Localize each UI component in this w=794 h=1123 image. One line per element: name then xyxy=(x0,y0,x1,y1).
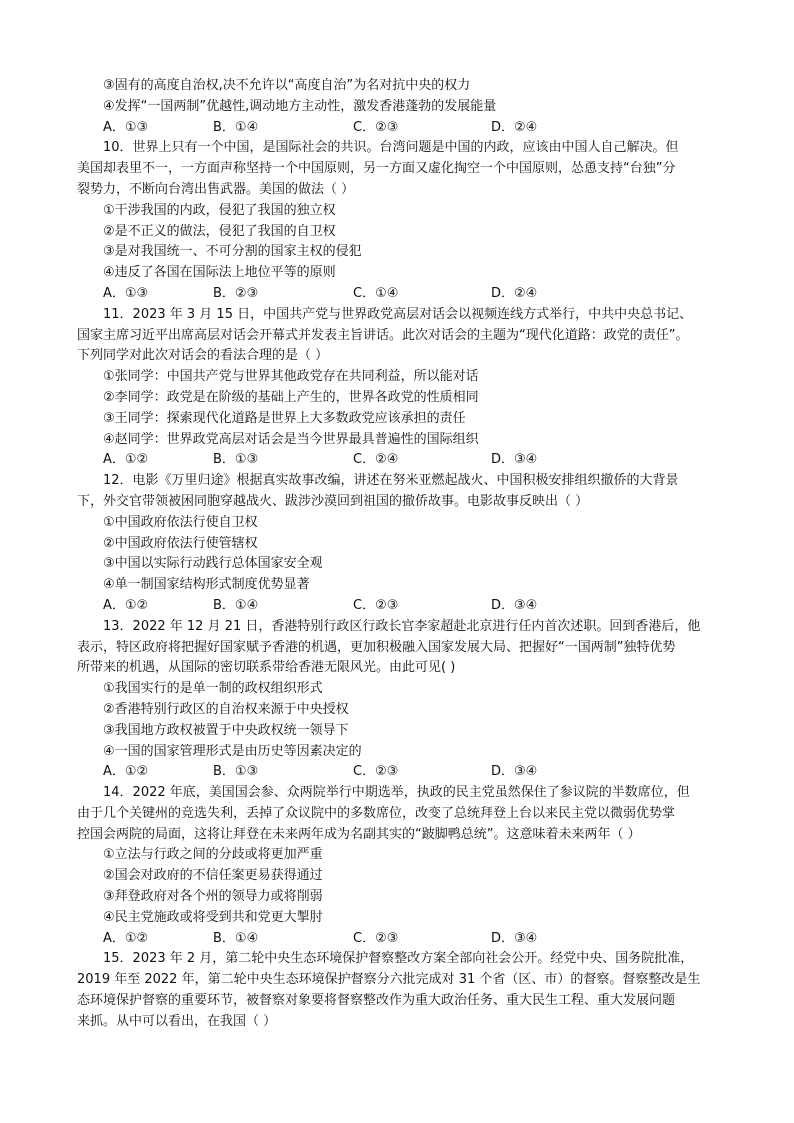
answer-choices xyxy=(103,929,725,950)
choice-a: A．①② xyxy=(103,930,149,946)
document-page xyxy=(77,76,725,1033)
question-11 xyxy=(77,305,725,471)
choice-b: B．①③ xyxy=(213,452,259,468)
choice-c: C．②③ xyxy=(353,930,399,946)
choice-d: D．③④ xyxy=(491,930,538,946)
choice-c: C．①④ xyxy=(353,285,399,301)
option-line: ③是对我国统一、不可分割的国家主权的侵犯 xyxy=(103,244,362,260)
question-stem-line: 14．2022 年底，美国国会参、众两院举行中期选举，执政的民主党虽然保住了参议院的半数席位，但 xyxy=(103,785,690,801)
option-line: ①张同学：中国共产党与世界其他政党存在共同利益，所以能对话 xyxy=(103,369,479,385)
choice-b: B．①④ xyxy=(213,119,259,135)
question-stem-line: 2019 年至 2022 年，第二轮中央生态环境保护督察分六批完成对 31 个省（区、市）的督察。督察整改是生 xyxy=(77,972,701,988)
question-stem-line: 裂势力，不断向台湾出售武器。美国的做法（ ） xyxy=(77,181,355,197)
option-line: ④一国的国家管理形式是由历史等因素决定的 xyxy=(103,743,362,759)
answer-choices xyxy=(103,118,725,139)
choice-d: D．②④ xyxy=(491,285,538,301)
choice-c: C．②④ xyxy=(353,452,399,468)
option-line: ①干涉我国的内政，侵犯了我国的独立权 xyxy=(103,202,336,218)
option-line: ②国会对政府的不信任案更易获得通过 xyxy=(103,868,323,884)
choice-a: A．①② xyxy=(103,452,149,468)
question-stem-line: 15．2023 年 2 月，第二轮中央生态环境保护督察整改方案全部向社会公开。经党中央、国务院批准， xyxy=(103,951,694,967)
option-line: ②李同学：政党是在阶级的基础上产生的，世界各政党的性质相同 xyxy=(103,389,479,405)
option-line: ②香港特别行政区的自治权来源于中央授权 xyxy=(103,701,349,717)
choice-c: C．②③ xyxy=(353,764,399,780)
question-13 xyxy=(77,617,725,783)
choice-d: D．③④ xyxy=(491,764,538,780)
option-line: ④违反了各国在国际法上地位平等的原则 xyxy=(103,265,336,281)
choice-d: D．③④ xyxy=(491,597,538,613)
choice-a: A．①② xyxy=(103,597,149,613)
question-stem-line: 表示，特区政府将把握好国家赋予香港的机遇，更加积极融入国家发展大局、把握好“一国两制”独特优势 xyxy=(77,639,676,655)
choice-a: A．①③ xyxy=(103,285,149,301)
answer-choices xyxy=(103,450,725,471)
option-line: ③中国以实际行动践行总体国家安全观 xyxy=(103,556,323,572)
question-stem-line: 国家主席习近平出席高层对话会开幕式并发表主旨讲话。此次对话会的主题为“现代化道路：政党的责任”。 xyxy=(77,327,689,343)
question-stem-line: 所带来的机遇，从国际的密切联系带给香港无限风光。由此可见( ) xyxy=(77,660,456,676)
choice-d: D．②④ xyxy=(491,119,538,135)
option-line: ②中国政府依法行使管辖权 xyxy=(103,535,258,551)
answer-choices xyxy=(103,762,725,783)
choice-c: C．②③ xyxy=(353,597,399,613)
answer-choices xyxy=(103,596,725,617)
question-stem-line: 下，外交官带领被困同胞穿越战火、跋涉沙漠回到祖国的撤侨故事。电影故事反映出（ ） xyxy=(77,493,589,509)
question-stem-line: 13．2022 年 12 月 21 日，香港特别行政区行政长官李家超赴北京进行任内首次述职。回到香港后，他 xyxy=(103,618,701,634)
choice-b: B．②③ xyxy=(213,285,259,301)
option-line: ④单一制国家结构形式制度优势显著 xyxy=(103,577,310,593)
option-line: ④民主党施政或将受到共和党更大掣肘 xyxy=(103,909,323,925)
option-line: ③王同学：探索现代化道路是世界上大多数政党应该承担的责任 xyxy=(103,410,466,426)
option-line: ④赵同学：世界政党高层对话会是当今世界最具普遍性的国际组织 xyxy=(103,431,479,447)
question-stem-line: 11．2023 年 3 月 15 日，中国共产党与世界政党高层对话会以视频连线方式举行，中共中央总书记、 xyxy=(103,306,693,322)
choice-d: D．③④ xyxy=(491,452,538,468)
option-line: ③拜登政府对各个州的领导力或将削弱 xyxy=(103,889,323,905)
question-stem-line: 10．世界上只有一个中国，是国际社会的共识。台湾问题是中国的内政，应该由中国人自己解决。但 xyxy=(103,140,679,156)
question-stem-line: 美国却表里不一，一方面声称坚持一个中国原则，另一方面又虚化掏空一个中国原则，怂恿支持“台独”分 xyxy=(77,161,676,177)
question-stem-line: 由于几个关键州的竞选失利，丢掉了众议院中的多数席位，改变了总统拜登上台以来民主党以微弱优势掌 xyxy=(77,805,676,821)
question-14 xyxy=(77,783,725,949)
option-line: ③固有的高度自治权,决不允许以“高度自治”为名对抗中央的权力 xyxy=(103,78,471,93)
question-stem-line: 来抓。从中可以看出，在我国（ ） xyxy=(77,1013,277,1029)
choice-b: B．①③ xyxy=(213,764,259,780)
question-12 xyxy=(77,471,725,617)
option-line: ③我国地方政权被置于中央政权统一领导下 xyxy=(103,722,349,738)
option-line: ①中国政府依法行使自卫权 xyxy=(103,514,258,530)
option-line: ①我国实行的是单一制的政权组织形式 xyxy=(103,681,323,697)
choice-b: B．①④ xyxy=(213,930,259,946)
choice-a: A．①② xyxy=(103,764,149,780)
option-line: ①立法与行政之间的分歧或将更加严重 xyxy=(103,847,323,863)
choice-b: B．①④ xyxy=(213,597,259,613)
question-stem-line: 下列同学对此次对话会的看法合理的是（ ） xyxy=(77,348,329,364)
choice-c: C．②③ xyxy=(353,119,399,135)
answer-choices xyxy=(103,284,725,305)
question-10 xyxy=(77,138,725,304)
option-line: ④发挥“一国两制”优越性,调动地方主动性，激发香港蓬勃的发展能量 xyxy=(103,98,497,114)
choice-a: A．①③ xyxy=(103,119,149,135)
option-line: ②是不正义的做法，侵犯了我国的自卫权 xyxy=(103,223,336,239)
question-stem-line: 12．电影《万里归途》根据真实故事改编，讲述在努米亚燃起战火、中国积极安排组织撤侨的大背景 xyxy=(103,473,679,489)
question-stem-line: 态环境保护督察的重要环节，被督察对象要将督察整改作为重大政治任务、重大民生工程、重大发展问题 xyxy=(77,993,676,1009)
question-15 xyxy=(77,949,725,1032)
question-stem-line: 控国会两院的局面，这将让拜登在未来两年成为名副其实的“跛脚鸭总统”。这意味着未来两年（ ） xyxy=(77,826,641,842)
